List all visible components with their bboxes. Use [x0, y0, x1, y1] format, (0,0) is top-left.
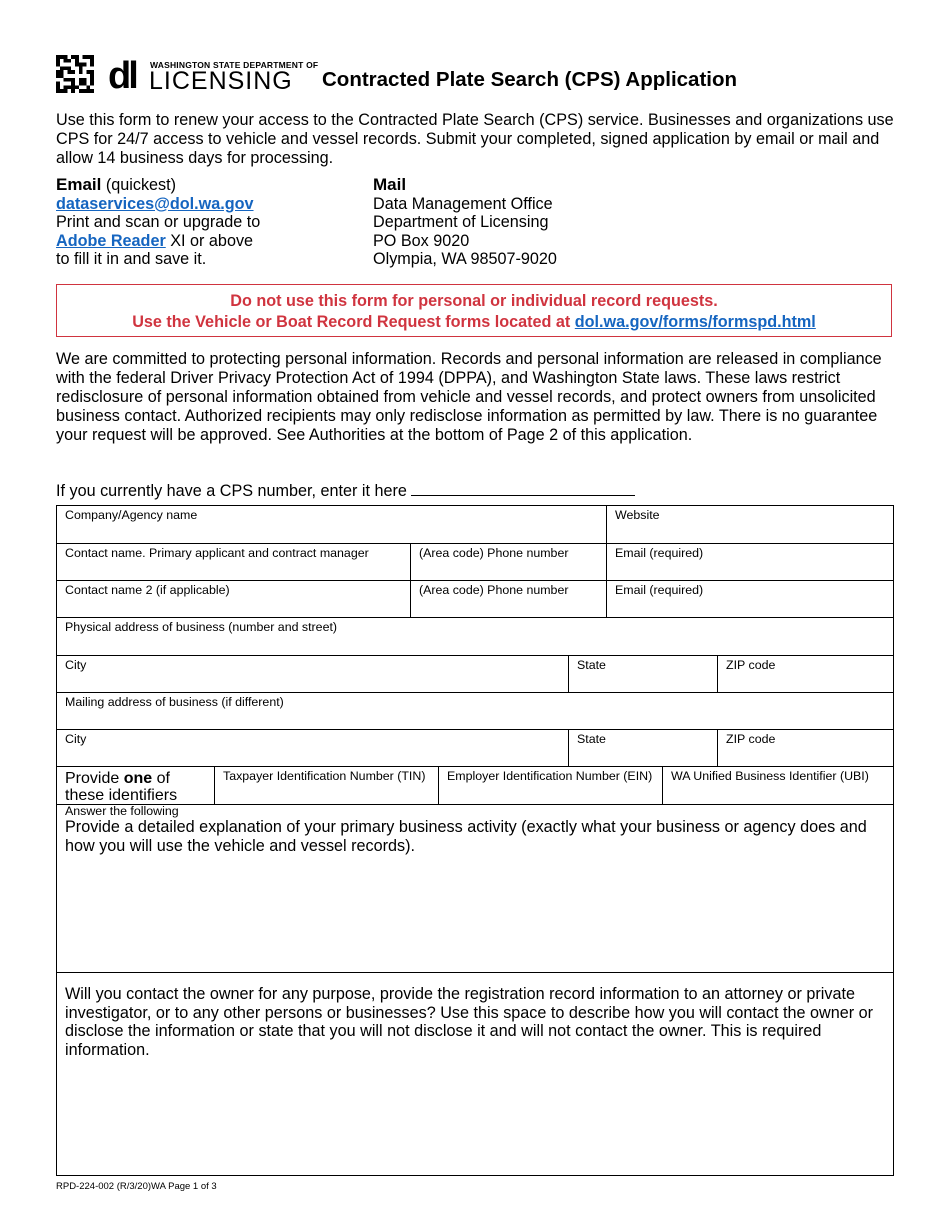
- field-label: Mailing address of business (if different): [65, 695, 284, 709]
- field-label: City: [65, 732, 87, 746]
- email-line1: Print and scan or upgrade to: [56, 213, 261, 231]
- email-address-link[interactable]: dataservices@dol.wa.gov: [56, 194, 254, 213]
- mail-line: PO Box 9020: [373, 231, 470, 250]
- qr-code-icon: [56, 55, 94, 93]
- warning-box: [56, 284, 892, 337]
- owner-contact-question: Will you contact the owner for any purpose, provide the registration record information to an attorney or private investigator, or to any other persons or businesses? Use this space to describe how you will contact the owner or disclose the information or state that you will not disclose it and will not contact the owner. This is required information.: [65, 985, 873, 1059]
- form-footer: RPD-224-002 (R/3/20)WA Page 1 of 3: [56, 1181, 217, 1192]
- mailing-city-field[interactable]: [57, 730, 569, 767]
- email-line3: to fill it in and save it.: [56, 250, 207, 268]
- answer-label: Answer the following: [65, 804, 179, 818]
- field-label: WA Unified Business Identifier (UBI): [671, 769, 869, 783]
- page-title: Contracted Plate Search (CPS) Application: [322, 68, 738, 91]
- email-heading: Email: [56, 175, 102, 194]
- application-form: [56, 505, 894, 1176]
- owner-contact-answer[interactable]: [57, 973, 893, 1175]
- cps-number-label: If you currently have a CPS number, enter it here: [56, 482, 407, 500]
- field-label: Email (required): [615, 583, 704, 597]
- mail-line: Data Management Office: [373, 194, 553, 213]
- physical-address-field[interactable]: [57, 618, 893, 656]
- forms-link[interactable]: dol.wa.gov/forms/formspd.html: [574, 313, 816, 331]
- state-field[interactable]: [569, 656, 718, 693]
- email-field[interactable]: [607, 544, 893, 581]
- warning-line2: Use the Vehicle or Boat Record Request forms located at: [132, 313, 571, 331]
- identifiers-prefix: Provide: [65, 770, 120, 787]
- email-section: [56, 176, 356, 269]
- business-activity-question: Provide a detailed explanation of your primary business activity (exactly what your business or agency does and how you will use the vehicle and vessel records).: [65, 818, 867, 855]
- mailing-address-field[interactable]: [57, 693, 893, 730]
- identifiers-bold: one: [123, 770, 153, 787]
- email-note: (quickest): [105, 176, 177, 194]
- ubi-field[interactable]: [663, 767, 893, 805]
- logo-agency-line: WASHINGTON STATE DEPARTMENT OF: [150, 60, 319, 70]
- mailing-state-field[interactable]: [569, 730, 718, 767]
- mail-line: Olympia, WA 98507-9020: [373, 250, 557, 268]
- identifiers-line2: these identifiers: [65, 787, 178, 804]
- identifiers-suffix: of: [156, 770, 170, 787]
- business-activity-answer[interactable]: [57, 805, 893, 973]
- contact-name-field[interactable]: [57, 544, 411, 581]
- logo-mark: dl: [108, 55, 136, 97]
- cps-number-input[interactable]: [411, 481, 635, 496]
- company-name-field[interactable]: [57, 506, 607, 544]
- phone-field[interactable]: [411, 544, 607, 581]
- city-field[interactable]: [57, 656, 569, 693]
- ein-field[interactable]: [439, 767, 663, 805]
- contact-name-2-field[interactable]: [57, 581, 411, 618]
- email-line2-suffix: XI or above: [170, 231, 254, 250]
- adobe-reader-link[interactable]: Adobe Reader: [56, 231, 166, 250]
- intro-paragraph: Use this form to renew your access to the Contracted Plate Search (CPS) service. Businesses and organizations use CPS for 24/7 access to vehicle and vessel records. Submit your completed, signed application by email or mail and allow 14 business days for processing.: [56, 111, 894, 167]
- identifiers-label: [57, 767, 215, 805]
- cps-number-row: [56, 481, 635, 501]
- tin-field[interactable]: [215, 767, 439, 805]
- mail-heading: Mail: [373, 175, 407, 194]
- field-label: (Area code) Phone number: [419, 546, 569, 560]
- field-label: State: [577, 658, 606, 672]
- email-2-field[interactable]: [607, 581, 893, 618]
- field-label: Employer Identification Number (EIN): [447, 769, 653, 783]
- field-label: (Area code) Phone number: [419, 583, 569, 597]
- privacy-paragraph: We are committed to protecting personal information. Records and personal information are released in compliance with the federal Driver Privacy Protection Act of 1994 (DPPA), and Washington State laws. These laws restrict redisclosure of personal information obtained from vehicle and vessel records, and protect owners from unsolicited business contact. Authorized recipients may only redisclose information as permitted by law. There is no guarantee your request will be approved. See Authorities at the bottom of Page 2 of this application.: [56, 350, 882, 444]
- field-label: Contact name. Primary applicant and contract manager: [65, 546, 369, 560]
- field-label: Company/Agency name: [65, 508, 198, 522]
- field-label: ZIP code: [726, 658, 776, 672]
- mailing-zip-field[interactable]: [718, 730, 893, 767]
- field-label: State: [577, 732, 606, 746]
- field-label: Physical address of business (number and street): [65, 620, 338, 634]
- logo-licensing: LICENSING: [149, 67, 293, 95]
- warning-line1: Do not use this form for personal or individual record requests.: [230, 292, 718, 310]
- dol-logo: [108, 55, 319, 97]
- website-field[interactable]: [607, 506, 893, 544]
- mail-section: [373, 176, 673, 269]
- field-label: Taxpayer Identification Number (TIN): [223, 769, 426, 783]
- field-label: Contact name 2 (if applicable): [65, 583, 230, 597]
- field-label: Website: [615, 508, 660, 522]
- mail-line: Department of Licensing: [373, 213, 549, 231]
- zip-field[interactable]: [718, 656, 893, 693]
- field-label: City: [65, 658, 87, 672]
- field-label: ZIP code: [726, 732, 776, 746]
- phone-2-field[interactable]: [411, 581, 607, 618]
- field-label: Email (required): [615, 546, 704, 560]
